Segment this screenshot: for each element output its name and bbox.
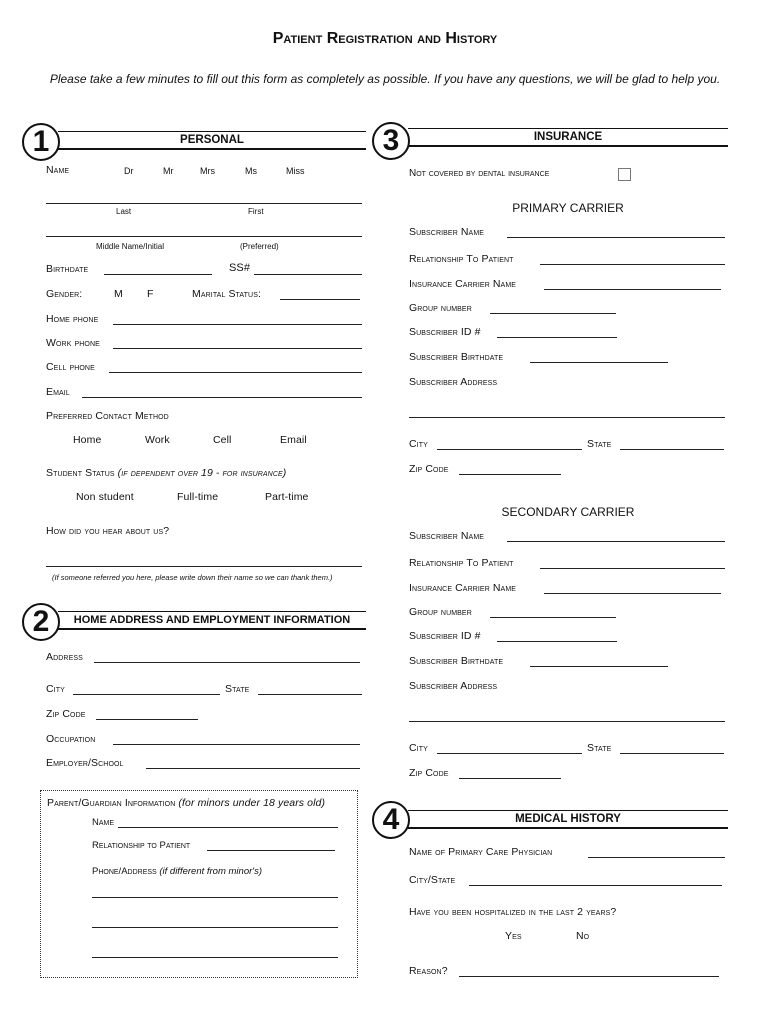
s-city-label: City [409,742,428,754]
name-middle-preferred-field[interactable] [46,236,362,237]
gender-f-option[interactable]: F [147,288,154,300]
s-relationship-label: Relationship To Patient [409,557,514,569]
address-field[interactable] [94,662,360,663]
title-option-ms[interactable]: Ms [245,166,257,176]
section-3-title: INSURANCE [533,131,603,143]
physician-field[interactable] [588,857,725,858]
hospitalized-no-option[interactable]: No [576,930,590,942]
section-3-header [408,128,728,147]
not-covered-checkbox[interactable] [618,168,631,181]
p-group-field[interactable] [490,313,616,314]
contact-option-email[interactable]: Email [280,434,307,446]
s-sub-address-field[interactable] [409,721,725,722]
s-zip-field[interactable] [459,778,561,779]
title-option-miss[interactable]: Miss [286,166,305,176]
address-label: Address [46,651,83,663]
s-city-field[interactable] [437,753,582,754]
p-sub-birth-label: Subscriber Birthdate [409,351,504,363]
guardian-header [47,797,325,809]
section-2-header [58,611,366,630]
p-sub-id-label: Subscriber ID # [409,326,481,338]
contact-option-home[interactable]: Home [73,434,102,446]
email-label: Email [46,386,70,398]
birthdate-label: Birthdate [46,263,89,275]
ss-field[interactable] [254,274,362,275]
s-state-label: State [587,742,612,754]
p-zip-label: Zip Code [409,463,449,475]
guardian-phone-field-1[interactable] [92,897,338,898]
home-phone-field[interactable] [113,324,362,325]
hospitalized-yes-option[interactable]: Yes [505,930,522,942]
p-carrier-label: Insurance Carrier Name [409,278,517,290]
home-phone-label: Home phone [46,313,99,325]
p-relationship-label: Relationship To Patient [409,253,514,265]
city-state-label: City/State [409,874,456,886]
p-state-label: State [587,438,612,450]
contact-option-work[interactable]: Work [145,434,170,446]
name-label: Name [46,164,70,176]
reason-field[interactable] [459,976,719,977]
city-field[interactable] [73,694,220,695]
p-group-label: Group number [409,302,472,314]
s-sub-address-label: Subscriber Address [409,680,498,692]
preferred-label: (Preferred) [240,242,279,251]
section-2-title: HOME ADDRESS AND EMPLOYMENT INFORMATION [73,614,351,626]
section-3-number: 3 [372,122,410,160]
not-covered-label: Not covered by dental insurance [409,168,550,179]
gender-m-option[interactable]: M [114,288,123,300]
s-zip-label: Zip Code [409,767,449,779]
reason-label: Reason? [409,965,448,977]
physician-label: Name of Primary Care Physician [409,846,553,858]
city-label: City [46,683,65,695]
s-sub-id-label: Subscriber ID # [409,630,481,642]
hear-label: How did you hear about us? [46,525,170,537]
student-option-part[interactable]: Part-time [265,491,309,503]
page-title: Patient Registration and History [272,30,498,47]
ss-label: SS# [229,262,251,274]
s-sub-birth-label: Subscriber Birthdate [409,655,504,667]
work-phone-field[interactable] [113,348,362,349]
section-1-number: 1 [22,123,60,161]
s-relationship-field[interactable] [540,568,725,569]
guardian-label: Parent/Guardian Information [47,797,176,809]
section-4-number: 4 [372,801,410,839]
s-carrier-field[interactable] [544,593,721,594]
guardian-phone-label: Phone/Address [92,866,157,877]
guardian-rel-field[interactable] [207,850,335,851]
employer-label: Employer/School [46,757,124,769]
guardian-phone-note: (if different from minor's) [159,866,262,877]
p-sub-id-field[interactable] [497,337,617,338]
title-option-mrs[interactable]: Mrs [200,166,215,176]
guardian-phone-field-2[interactable] [92,927,338,928]
student-option-full[interactable]: Full-time [177,491,219,503]
title-option-mr[interactable]: Mr [163,166,174,176]
guardian-note: (for minors under 18 years old) [178,797,326,809]
s-sub-name-label: Subscriber Name [409,530,485,542]
student-status-label: Student Status [46,467,115,479]
occupation-field[interactable] [113,744,360,745]
s-carrier-label: Insurance Carrier Name [409,582,517,594]
p-zip-field[interactable] [459,474,561,475]
guardian-box [40,790,358,978]
s-sub-birth-field[interactable] [530,666,668,667]
last-label: Last [116,207,132,216]
state-field[interactable] [258,694,362,695]
p-city-label: City [409,438,428,450]
p-sub-name-label: Subscriber Name [409,226,485,238]
name-last-first-field[interactable] [46,203,362,204]
gender-label: Gender: [46,288,83,300]
p-sub-address-label: Subscriber Address [409,376,498,388]
city-state-field[interactable] [469,885,722,886]
middle-label: Middle Name/Initial [96,242,165,251]
section-4-header [408,810,728,829]
primary-carrier-heading: PRIMARY CARRIER [512,201,624,215]
student-option-non[interactable]: Non student [76,491,134,503]
title-option-dr[interactable]: Dr [124,166,134,176]
section-2-number: 2 [22,603,60,641]
employer-field[interactable] [146,768,360,769]
work-phone-label: Work phone [46,337,100,349]
marital-label: Marital Status: [192,288,261,300]
p-sub-address-field[interactable] [409,417,725,418]
s-sub-id-field[interactable] [497,641,617,642]
zip-label: Zip Code [46,708,86,720]
occupation-label: Occupation [46,733,96,745]
guardian-name-field[interactable] [118,827,338,828]
marital-field[interactable] [280,299,360,300]
hospitalized-label: Have you been hospitalized in the last 2 years? [409,906,617,918]
state-label: State [225,683,250,695]
student-status-note: (if dependent over 19 - for insurance) [117,467,287,479]
cell-phone-label: Cell phone [46,361,95,373]
section-4-title: MEDICAL HISTORY [515,813,621,825]
secondary-carrier-heading: SECONDARY CARRIER [501,505,635,519]
student-status-line [46,467,286,479]
guardian-name-label: Name [92,817,115,828]
birthdate-field[interactable] [104,274,212,275]
guardian-rel-label: Relationship to Patient [92,840,191,851]
guardian-phone-field-3[interactable] [92,957,338,958]
p-sub-birth-field[interactable] [530,362,668,363]
p-sub-name-field[interactable] [507,237,725,238]
contact-option-cell[interactable]: Cell [213,434,232,446]
email-field[interactable] [82,397,362,398]
p-state-field[interactable] [620,449,724,450]
s-group-field[interactable] [490,617,616,618]
hear-field[interactable] [46,566,362,567]
s-state-field[interactable] [620,753,724,754]
guardian-phone-line [92,866,262,877]
first-label: First [248,207,264,216]
intro-text: Please take a few minutes to fill out this form as completely as possible. If you have any questions, we will be glad to help you. [49,72,721,86]
section-1-title: PERSONAL [180,134,244,146]
referral-note: (If someone referred you here, please write down their name so we can thank them.) [52,573,333,582]
cell-phone-field[interactable] [109,372,362,373]
s-group-label: Group number [409,606,472,618]
s-sub-name-field[interactable] [507,541,725,542]
section-1-header [58,131,366,150]
p-relationship-field[interactable] [540,264,725,265]
p-city-field[interactable] [437,449,582,450]
p-carrier-field[interactable] [544,289,721,290]
preferred-contact-label: Preferred Contact Method [46,410,169,422]
zip-field[interactable] [96,719,198,720]
